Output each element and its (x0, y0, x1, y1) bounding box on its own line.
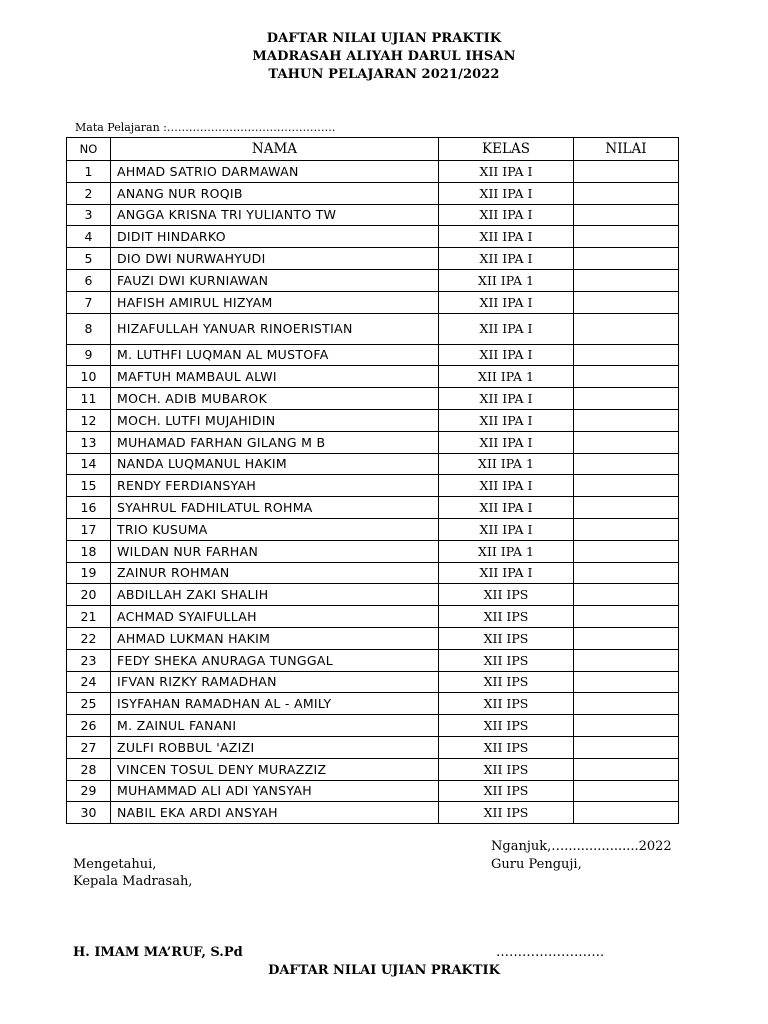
student-name: HIZAFULLAH YANUAR RINOERISTIAN (111, 313, 439, 344)
row-number: 30 (67, 802, 111, 824)
grade-cell[interactable] (574, 540, 679, 562)
row-number: 18 (67, 540, 111, 562)
student-name: M. ZAINUL FANANI (111, 715, 439, 737)
row-number: 19 (67, 562, 111, 584)
table-row (67, 649, 679, 671)
class-name: XII IPA 1 (439, 540, 574, 562)
row-number: 20 (67, 584, 111, 606)
grade-cell[interactable] (574, 497, 679, 519)
table-row (67, 388, 679, 410)
grade-cell[interactable] (574, 736, 679, 758)
class-name: XII IPS (439, 693, 574, 715)
class-name: XII IPA I (439, 562, 574, 584)
grade-cell[interactable] (574, 453, 679, 475)
class-name: XII IPA I (439, 431, 574, 453)
row-number: 10 (67, 366, 111, 388)
student-name: NABIL EKA ARDI ANSYAH (111, 802, 439, 824)
principal-title: Kepala Madrasah, (73, 874, 193, 889)
table-row (67, 780, 679, 802)
class-name: XII IPS (439, 780, 574, 802)
table-row (67, 182, 679, 204)
grade-cell[interactable] (574, 161, 679, 183)
footer-title: DAFTAR NILAI UJIAN PRAKTIK (268, 963, 500, 978)
header-title: DAFTAR NILAI UJIAN PRAKTIK (266, 31, 502, 46)
student-name: VINCEN TOSUL DENY MURAZZIZ (111, 758, 439, 780)
student-name: MUHAMAD FARHAN GILANG M B (111, 431, 439, 453)
table-row (67, 802, 679, 824)
grade-cell[interactable] (574, 475, 679, 497)
student-name: ANANG NUR ROQIB (111, 182, 439, 204)
class-name: XII IPS (439, 736, 574, 758)
column-header-nilai: NILAI (574, 138, 679, 161)
class-name: XII IPA I (439, 291, 574, 313)
grade-cell[interactable] (574, 693, 679, 715)
grade-cell[interactable] (574, 344, 679, 366)
row-number: 25 (67, 693, 111, 715)
table-row (67, 344, 679, 366)
place-date: Nganjuk,…..................2022 (491, 839, 672, 854)
student-name: WILDAN NUR FARHAN (111, 540, 439, 562)
grade-cell[interactable] (574, 409, 679, 431)
class-name: XII IPS (439, 758, 574, 780)
table-row (67, 409, 679, 431)
class-name: XII IPA I (439, 388, 574, 410)
principal-name: H. IMAM MA’RUF, S.Pd (73, 945, 243, 960)
header-school: MADRASAH ALIYAH DARUL IHSAN (252, 49, 516, 64)
row-number: 27 (67, 736, 111, 758)
student-name: DIO DWI NURWAHYUDI (111, 248, 439, 270)
class-name: XII IPA I (439, 161, 574, 183)
grade-cell[interactable] (574, 802, 679, 824)
grade-cell[interactable] (574, 715, 679, 737)
table-row (67, 715, 679, 737)
table-row (67, 313, 679, 344)
row-number: 4 (67, 226, 111, 248)
row-number: 26 (67, 715, 111, 737)
table-row (67, 671, 679, 693)
grade-cell[interactable] (574, 248, 679, 270)
table-row (67, 584, 679, 606)
class-name: XII IPA 1 (439, 366, 574, 388)
table-row (67, 606, 679, 628)
examiner-title: Guru Penguji, (491, 857, 582, 872)
table-row (67, 269, 679, 291)
table-row (67, 736, 679, 758)
row-number: 22 (67, 627, 111, 649)
examiner-name-blank: ……………………. (496, 945, 605, 960)
grade-cell[interactable] (574, 780, 679, 802)
table-row (67, 204, 679, 226)
class-name: XII IPA I (439, 344, 574, 366)
grade-cell[interactable] (574, 431, 679, 453)
student-name: ZULFI ROBBUL 'AZIZI (111, 736, 439, 758)
class-name: XII IPA I (439, 182, 574, 204)
student-name: HAFISH AMIRUL HIZYAM (111, 291, 439, 313)
grade-cell[interactable] (574, 562, 679, 584)
grade-cell[interactable] (574, 269, 679, 291)
student-name: ABDILLAH ZAKI SHALIH (111, 584, 439, 606)
class-name: XII IPA I (439, 475, 574, 497)
table-row (67, 475, 679, 497)
student-name: DIDIT HINDARKO (111, 226, 439, 248)
row-number: 28 (67, 758, 111, 780)
table-row (67, 497, 679, 519)
subject-field: Mata Pelajaran :………………………………………. (75, 121, 336, 134)
row-number: 21 (67, 606, 111, 628)
student-name: TRIO KUSUMA (111, 518, 439, 540)
student-name: MOCH. ADIB MUBAROK (111, 388, 439, 410)
student-name: M. LUTHFI LUQMAN AL MUSTOFA (111, 344, 439, 366)
class-name: XII IPA 1 (439, 453, 574, 475)
row-number: 29 (67, 780, 111, 802)
row-number: 16 (67, 497, 111, 519)
class-name: XII IPS (439, 649, 574, 671)
table-row (67, 758, 679, 780)
table-row (67, 248, 679, 270)
student-name: MUHAMMAD ALI ADI YANSYAH (111, 780, 439, 802)
student-name: AHMAD SATRIO DARMAWAN (111, 161, 439, 183)
header-year: TAHUN PELAJARAN 2021/2022 (268, 67, 500, 82)
grade-cell[interactable] (574, 606, 679, 628)
table-row (67, 540, 679, 562)
row-number: 3 (67, 204, 111, 226)
table-row (67, 431, 679, 453)
document-header (0, 30, 768, 84)
row-number: 23 (67, 649, 111, 671)
table-row (67, 693, 679, 715)
row-number: 15 (67, 475, 111, 497)
row-number: 1 (67, 161, 111, 183)
row-number: 2 (67, 182, 111, 204)
class-name: XII IPS (439, 584, 574, 606)
class-name: XII IPA I (439, 497, 574, 519)
table-row (67, 518, 679, 540)
class-name: XII IPA I (439, 226, 574, 248)
grade-cell[interactable] (574, 649, 679, 671)
student-name: ZAINUR ROHMAN (111, 562, 439, 584)
class-name: XII IPS (439, 802, 574, 824)
row-number: 5 (67, 248, 111, 270)
row-number: 12 (67, 409, 111, 431)
grade-cell[interactable] (574, 313, 679, 344)
class-name: XII IPA I (439, 518, 574, 540)
table-row (67, 226, 679, 248)
grade-cell[interactable] (574, 584, 679, 606)
table-row (67, 291, 679, 313)
table-row (67, 453, 679, 475)
row-number: 13 (67, 431, 111, 453)
column-header-no: NO (67, 138, 111, 161)
row-number: 7 (67, 291, 111, 313)
row-number: 11 (67, 388, 111, 410)
student-name: SYAHRUL FADHILATUL ROHMA (111, 497, 439, 519)
column-header-nama: NAMA (111, 138, 439, 161)
row-number: 17 (67, 518, 111, 540)
class-name: XII IPS (439, 715, 574, 737)
table-row (67, 161, 679, 183)
acknowledged-label: Mengetahui, (73, 857, 157, 872)
student-name: ANGGA KRISNA TRI YULIANTO TW (111, 204, 439, 226)
grade-cell[interactable] (574, 204, 679, 226)
student-name: AHMAD LUKMAN HAKIM (111, 627, 439, 649)
table-row (67, 366, 679, 388)
grade-cell[interactable] (574, 627, 679, 649)
grades-table (66, 137, 679, 824)
student-name: FEDY SHEKA ANURAGA TUNGGAL (111, 649, 439, 671)
student-name: IFVAN RIZKY RAMADHAN (111, 671, 439, 693)
class-name: XII IPA 1 (439, 269, 574, 291)
class-name: XII IPA I (439, 204, 574, 226)
student-name: ISYFAHAN RAMADHAN AL - AMILY (111, 693, 439, 715)
table-header-row (67, 138, 679, 161)
student-name: MAFTUH MAMBAUL ALWI (111, 366, 439, 388)
grade-cell[interactable] (574, 366, 679, 388)
student-name: RENDY FERDIANSYAH (111, 475, 439, 497)
class-name: XII IPS (439, 606, 574, 628)
table-row (67, 627, 679, 649)
grade-cell[interactable] (574, 518, 679, 540)
column-header-kelas: KELAS (439, 138, 574, 161)
grade-cell[interactable] (574, 671, 679, 693)
class-name: XII IPA I (439, 248, 574, 270)
row-number: 8 (67, 313, 111, 344)
row-number: 14 (67, 453, 111, 475)
grade-cell[interactable] (574, 758, 679, 780)
grade-cell[interactable] (574, 182, 679, 204)
row-number: 6 (67, 269, 111, 291)
class-name: XII IPA I (439, 409, 574, 431)
row-number: 9 (67, 344, 111, 366)
class-name: XII IPS (439, 627, 574, 649)
grade-cell[interactable] (574, 291, 679, 313)
student-name: FAUZI DWI KURNIAWAN (111, 269, 439, 291)
class-name: XII IPS (439, 671, 574, 693)
grade-cell[interactable] (574, 226, 679, 248)
table-row (67, 562, 679, 584)
student-name: MOCH. LUTFI MUJAHIDIN (111, 409, 439, 431)
grade-cell[interactable] (574, 388, 679, 410)
student-name: ACHMAD SYAIFULLAH (111, 606, 439, 628)
student-name: NANDA LUQMANUL HAKIM (111, 453, 439, 475)
row-number: 24 (67, 671, 111, 693)
class-name: XII IPA I (439, 313, 574, 344)
